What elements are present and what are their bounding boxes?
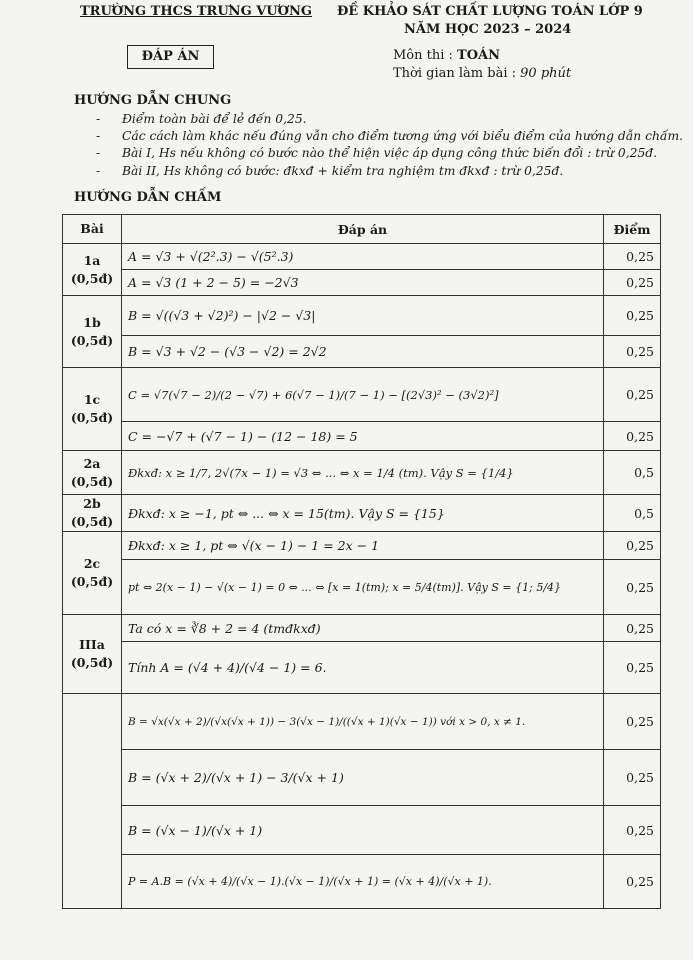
score-cell: 0,5 xyxy=(604,495,661,532)
score-cell: 0,25 xyxy=(604,694,661,750)
table-row xyxy=(63,750,661,806)
col-header-score: Điểm xyxy=(604,215,661,244)
score-cell: 0,25 xyxy=(604,368,661,422)
answer-cell: B = (√x + 2)/(√x + 1) − 3/(√x + 1) xyxy=(122,750,604,806)
table-row xyxy=(63,532,661,560)
score-cell: 0,25 xyxy=(604,560,661,615)
subject-label: Môn thi : xyxy=(393,48,458,63)
part-points: (0,5đ) xyxy=(70,574,114,589)
part-points: (0,5đ) xyxy=(70,473,114,489)
answer-cell: Đkxđ: x ≥ 1, pt ⇔ √(x − 1) − 1 = 2x − 1 xyxy=(122,532,604,560)
table-row xyxy=(63,855,661,909)
school-year: NĂM HỌC 2023 – 2024 xyxy=(404,22,572,37)
answer-cell: pt ⇔ 2(x − 1) − √(x − 1) = 0 ⇔ ... ⇔ [x = 1(tm); x = 5/4(tm)]. Vậy S = {1; 5/4} xyxy=(122,560,604,615)
part-cell xyxy=(63,615,122,694)
answer-cell: B = (√x − 1)/(√x + 1) xyxy=(122,806,604,855)
score-cell: 0,25 xyxy=(604,615,661,642)
answer-cell: Đkxđ: x ≥ 1/7, 2√(7x − 1) = √3 ⇔ ... ⇔ x = 1/4 (tm). Vậy S = {1/4} xyxy=(122,451,604,495)
score-cell: 0,25 xyxy=(604,642,661,694)
duration-line xyxy=(393,66,571,81)
guide-item: - Bài II, Hs không có bước: đkxđ + kiểm tra nghiệm tm đkxđ : trừ 0,25đ. xyxy=(96,163,683,180)
answer-cell: C = √7(√7 − 2)/(2 − √7) + 6(√7 − 1)/(7 − 1) − [(2√3)² − (3√2)²] xyxy=(122,368,604,422)
guide-item: - Điểm toàn bài để lẻ đến 0,25. xyxy=(96,111,683,128)
answer-cell: A = √3 (1 + 2 − 5) = −2√3 xyxy=(122,270,604,296)
score-cell: 0,5 xyxy=(604,451,661,495)
score-cell: 0,25 xyxy=(604,750,661,806)
subject-value: TOÁN xyxy=(457,48,501,63)
answer-cell: B = √((√3 + √2)²) − |√2 − √3| xyxy=(122,296,604,336)
answer-cell: B = √x(√x + 2)/(√x(√x + 1)) − 3(√x − 1)/((√x + 1)(√x − 1)) với x > 0, x ≠ 1. xyxy=(122,694,604,750)
table-row xyxy=(63,296,661,336)
answer-cell: C = −√7 + (√7 − 1) − (12 − 18) = 5 xyxy=(122,422,604,451)
score-cell: 0,25 xyxy=(604,296,661,336)
table-header-row xyxy=(63,215,661,244)
table-row xyxy=(63,336,661,368)
table-row xyxy=(63,560,661,615)
table-row xyxy=(63,495,661,532)
table-row xyxy=(63,694,661,750)
table-row xyxy=(63,642,661,694)
table-row xyxy=(63,422,661,451)
score-cell: 0,25 xyxy=(604,855,661,909)
guide-item: - Các cách làm khác nếu đúng vẫn cho điểm tương ứng với biểu điểm của hướng dẫn chấm. xyxy=(96,128,683,145)
col-header-part: Bài xyxy=(63,215,122,244)
answer-cell: B = √3 + √2 − (√3 − √2) = 2√2 xyxy=(122,336,604,368)
part-label: IIIa xyxy=(79,637,105,652)
guide-item: - Bài I, Hs nếu không có bước nào thể hiện việc áp dụng công thức biến đổi : trừ 0,25đ. xyxy=(96,145,683,162)
grading-title: HƯỚNG DẪN CHẤM xyxy=(74,190,222,205)
part-label: 2b xyxy=(83,496,101,511)
part-points: (0,5đ) xyxy=(70,410,114,425)
answer-cell: A = √3 + √(2².3) − √(5².3) xyxy=(122,244,604,270)
score-cell: 0,25 xyxy=(604,532,661,560)
grading-table xyxy=(62,214,661,909)
part-cell xyxy=(63,296,122,368)
part-cell xyxy=(63,532,122,615)
answer-key-badge: ĐÁP ÁN xyxy=(127,45,214,69)
score-cell: 0,25 xyxy=(604,422,661,451)
part-points: (0,5đ) xyxy=(70,270,114,286)
score-cell: 0,25 xyxy=(604,270,661,296)
score-cell: 0,25 xyxy=(604,336,661,368)
table-row xyxy=(63,615,661,642)
table-row xyxy=(63,806,661,855)
part-label: 1a xyxy=(83,252,101,268)
part-label: 2a xyxy=(83,455,101,471)
subject-line xyxy=(393,48,500,63)
part-points: (0,5đ) xyxy=(70,655,114,670)
part-cell xyxy=(63,451,122,495)
part-cell xyxy=(63,495,122,532)
score-cell: 0,25 xyxy=(604,806,661,855)
duration-label: Thời gian làm bài : xyxy=(393,66,521,81)
part-points: (0,5đ) xyxy=(70,332,114,348)
answer-cell: Tính A = (√4 + 4)/(√4 − 1) = 6. xyxy=(122,642,604,694)
answer-cell: Ta có x = ∛8 + 2 = 4 (tmđkxđ) xyxy=(122,615,604,642)
table-row xyxy=(63,270,661,296)
part-cell xyxy=(63,694,122,909)
table-row xyxy=(63,368,661,422)
part-label: 2c xyxy=(83,556,101,571)
table-row xyxy=(63,244,661,270)
part-label: 1c xyxy=(83,392,101,407)
part-label: 1b xyxy=(83,314,101,330)
school-name: TRƯỜNG THCS TRƯNG VƯƠNG xyxy=(80,4,312,19)
answer-cell: P = A.B = (√x + 4)/(√x − 1).(√x − 1)/(√x + 1) = (√x + 4)/(√x + 1). xyxy=(122,855,604,909)
general-guide-title: HƯỚNG DẪN CHUNG xyxy=(74,93,232,108)
exam-title: ĐỀ KHẢO SÁT CHẤT LƯỢNG TOÁN LỚP 9 xyxy=(337,4,643,19)
part-points: (0,5đ) xyxy=(70,514,114,529)
score-cell: 0,25 xyxy=(604,244,661,270)
part-cell xyxy=(63,368,122,451)
duration-value: 90 phút xyxy=(520,66,572,81)
general-guide-list xyxy=(96,111,683,180)
table-row xyxy=(63,451,661,495)
col-header-answer: Đáp án xyxy=(122,215,604,244)
answer-cell: Đkxđ: x ≥ −1, pt ⇔ ... ⇔ x = 15(tm). Vậy S = {15} xyxy=(122,495,604,532)
part-cell xyxy=(63,244,122,296)
